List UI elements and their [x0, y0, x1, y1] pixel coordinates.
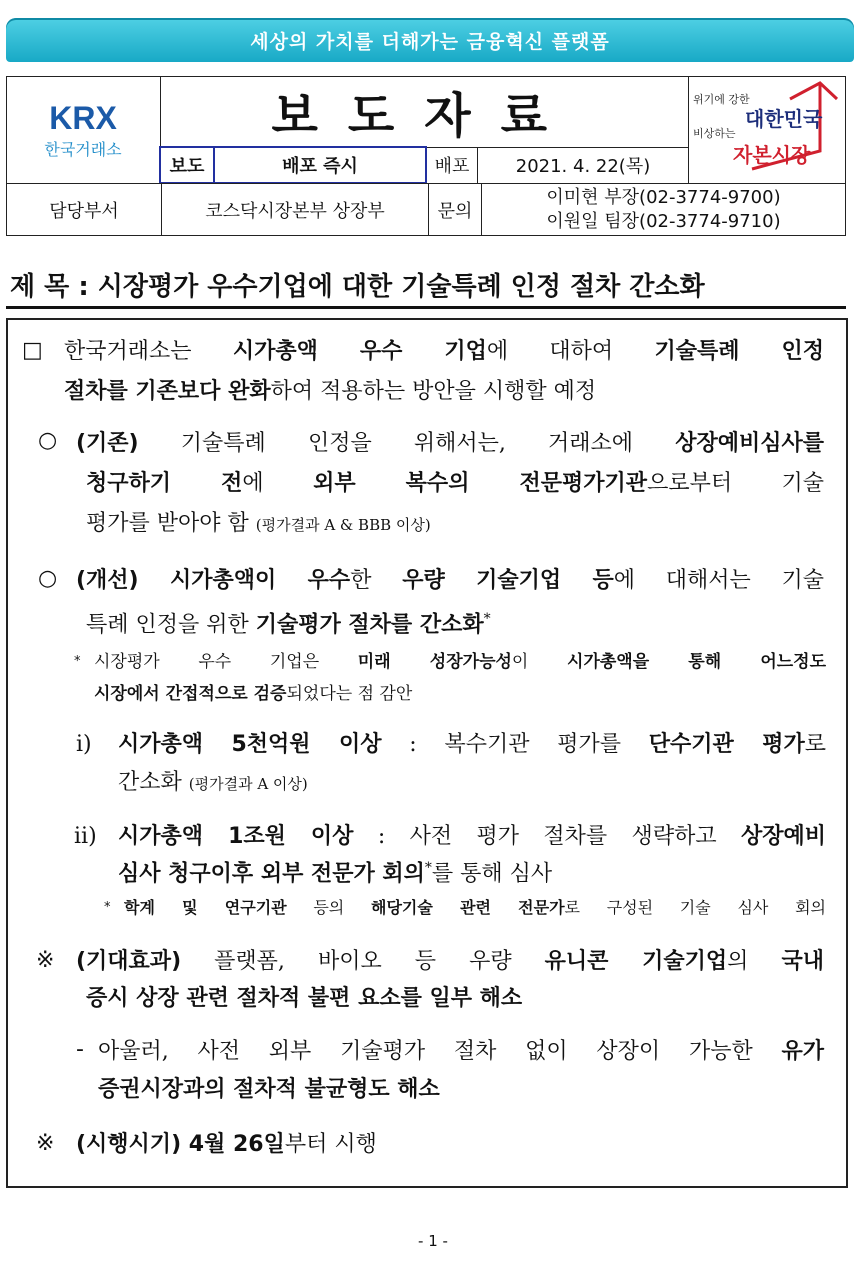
slogan-line2: 비상하는 — [693, 127, 736, 140]
marker-roman-ii: ⅱ) — [74, 824, 97, 849]
paragraph-expected-effect-line2: 증시 상장 관련 절차적 불편 요소를 일부 해소 — [86, 986, 523, 1011]
marker-roman-i: ⅰ) — [76, 732, 92, 757]
slogan-big2: 자본시장 — [733, 143, 811, 167]
paragraph-expected-effect: (기대효과) 플랫폼, 바이오 등 우량 유니콘 기술기업의 국내 — [76, 949, 824, 974]
marker-square: □ — [22, 338, 43, 363]
marker-reference: ※ — [36, 1131, 55, 1156]
krx-logo-name: 한국거래소 — [44, 139, 122, 159]
slogan-logo — [689, 77, 846, 184]
note-market-valuation: 시장평가 우수 기업은 미래 성장가능성이 시가총액을 통해 어느정도 — [94, 652, 827, 672]
paragraph-improved: (개선) 시가총액이 우수한 우량 기술기업 등에 대해서는 기술 — [76, 568, 824, 593]
marker-reference: ※ — [36, 948, 55, 973]
note-asterisk: * — [74, 654, 81, 669]
paragraph-existing-line2: 청구하기 전에 외부 복수의 전문평가기관으로부터 기술 — [86, 471, 825, 496]
distribution-label: 배포 — [426, 147, 478, 183]
paragraph-kospi-balance: 아울러, 사전 외부 기술평가 절차 없이 상장이 가능한 유가 — [98, 1039, 824, 1064]
krx-logo — [7, 77, 161, 184]
top-banner — [6, 18, 854, 62]
banner-text: 세상의 가치를 더해가는 금융혁신 플랫폼 — [250, 30, 610, 53]
report-label: 보도 — [160, 147, 214, 183]
item-500b-threshold: 시가총액 5천억원 이상 : 복수기관 평가를 단수기관 평가로 — [118, 732, 826, 757]
note-market-valuation-line2: 시장에서 간접적으로 검증되었다는 점 감안 — [94, 684, 413, 704]
paragraph-kospi-balance-line2: 증권시장과의 절차적 불균형도 해소 — [98, 1077, 440, 1102]
contact-table — [6, 183, 846, 236]
subject-title: 제 목 : 시장평가 우수기업에 대한 기술특례 인정 절차 간소화 — [10, 272, 705, 302]
marker-circle: ○ — [38, 566, 58, 591]
paragraph-existing: (기존) 기술특례 인정을 위해서는, 거래소에 상장예비심사를 — [76, 431, 824, 456]
marker-dash: - — [76, 1037, 84, 1062]
item-1t-threshold-line2: 심사 청구이후 외부 전문가 회의*를 통해 심사 — [118, 860, 553, 887]
inquiry-label: 문의 — [429, 184, 482, 236]
item-500b-threshold-line2: 간소화 (평가결과 A 이상) — [118, 770, 308, 795]
dept-value: 코스닥시장본부 상장부 — [162, 184, 429, 236]
distribution-date: 2021. 4. 22(목) — [478, 147, 689, 183]
contact-person-1: 이미현 부장(02-3774-9700) — [546, 186, 781, 208]
marker-circle: ○ — [38, 428, 58, 453]
slogan-line1: 위기에 강한 — [693, 93, 750, 106]
inquiry-persons — [482, 184, 846, 236]
note-asterisk: * — [104, 900, 111, 915]
press-release-title: 보도자료 — [160, 77, 689, 148]
page-number: - 1 - — [418, 1232, 448, 1250]
paragraph-intro-line2: 절차를 기존보다 완화하여 적용하는 방안을 시행할 예정 — [64, 379, 597, 404]
item-1t-threshold: 시가총액 1조원 이상 : 사전 평가 절차를 생략하고 상장예비 — [118, 824, 826, 849]
paragraph-improved-line2: 특례 인정을 위한 기술평가 절차를 간소화* — [86, 611, 491, 638]
press-header-table — [6, 76, 846, 184]
note-expert-meeting: 학계 및 연구기관 등의 해당기술 관련 전문가로 구성된 기술 심사 회의 — [124, 898, 826, 917]
subject-underline — [6, 306, 846, 309]
slogan-big1: 대한민국 — [745, 107, 823, 131]
krx-logo-brand: KRX — [49, 99, 117, 136]
contact-person-2: 이원일 팀장(02-3774-9710) — [546, 210, 781, 232]
paragraph-intro: 한국거래소는 시가총액 우수 기업에 대하여 기술특례 인정 — [64, 339, 824, 364]
paragraph-existing-line3: 평가를 받아야 함 (평가결과 A & BBB 이상) — [86, 511, 431, 536]
dept-label: 담당부서 — [7, 184, 162, 236]
paragraph-effective-date: (시행시기) 4월 26일부터 시행 — [76, 1132, 377, 1157]
report-value: 배포 즉시 — [214, 147, 426, 183]
